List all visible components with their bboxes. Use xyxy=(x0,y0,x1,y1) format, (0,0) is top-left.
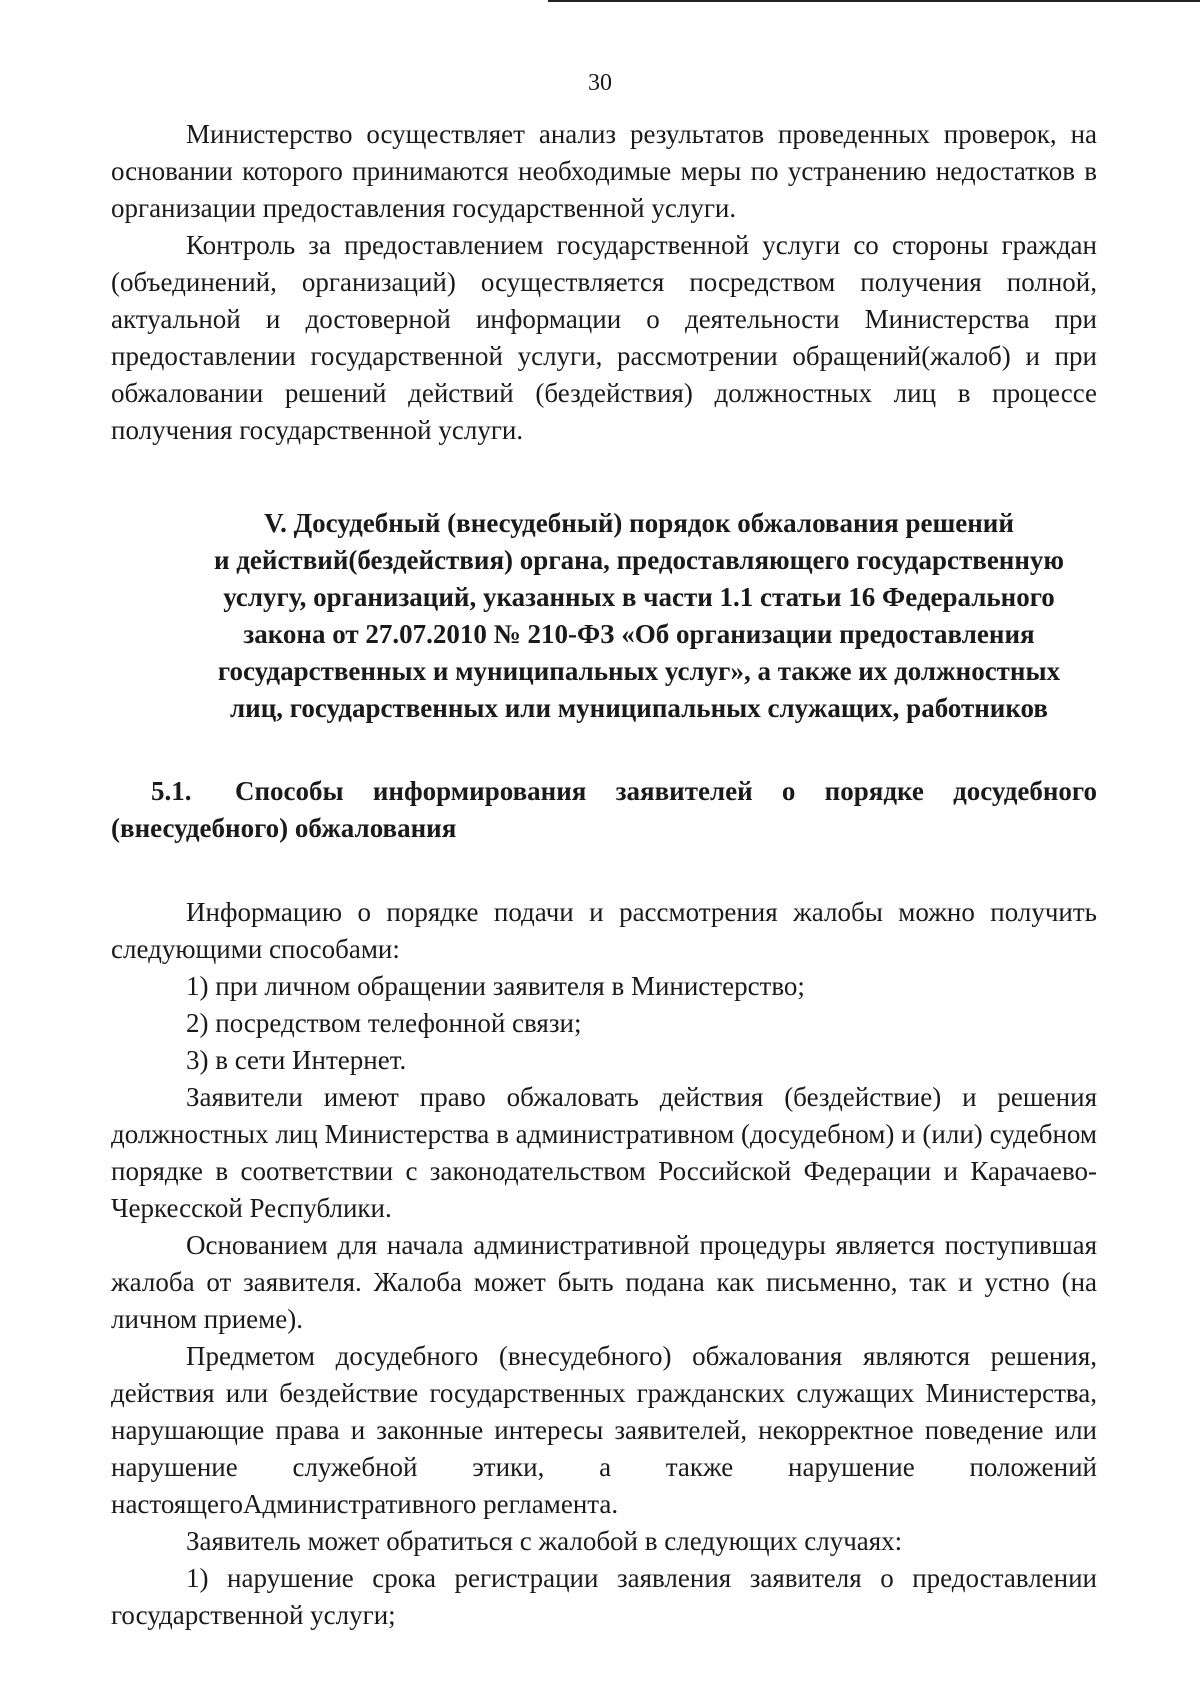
section-heading-line: закона от 27.07.2010 № 210-ФЗ «Об организации предоставления xyxy=(243,619,1035,649)
paragraph-info-intro: Информацию о порядке подачи и рассмотрения жалобы можно получить следующими способами: xyxy=(111,897,1097,964)
list-item: 3) в сети Интернет. xyxy=(186,1045,407,1075)
section-heading xyxy=(111,505,1097,727)
section-heading-line: V. Досудебный (внесудебный) порядок обжалования решений xyxy=(264,508,1014,538)
paragraph-appeal-subject: Предметом досудебного (внесудебного) обжалования являются решения, действия или бездействие государственных гражданских служащих Министерства, нарушающие права и законные интересы заявителей, некорректное поведение или нарушение служебной этики, а также нарушение положений настоящегоАдминистративного регламента. xyxy=(111,1341,1097,1519)
page-number: 30 xyxy=(588,70,612,96)
paragraph-appeal-right: Заявители имеют право обжаловать действия (бездействие) и решения должностных лиц Министерства в административном (досудебном) и (или) судебном порядке в соответствии с законодательством Российской Федерации и Карачаево-Черкесской Республики. xyxy=(111,1082,1097,1223)
paragraph-complaint-cases: Заявитель может обратиться с жалобой в следующих случаях: xyxy=(186,1526,903,1556)
section-heading-line: государственных и муниципальных услуг», а также их должностных xyxy=(217,656,1061,686)
subsection-number: 5.1. xyxy=(151,776,192,806)
list-item: 1) нарушение срока регистрации заявления заявителя о предоставлении государственной услуги; xyxy=(111,1563,1097,1630)
list-item: 2) посредством телефонной связи; xyxy=(186,1008,582,1038)
section-heading-line: лиц, государственных или муниципальных служащих, работников xyxy=(230,693,1048,723)
paragraph-control: Контроль за предоставлением государственной услуги со стороны граждан (объединений, организаций) осуществляется посредством получения полной, актуальной и достоверной информации о деятельности Министерства при предоставлении государственной услуги, рассмотрении обращений(жалоб) и при обжаловании решений действий (бездействия) должностных лиц в процессе получения государственной услуги. xyxy=(111,230,1097,445)
section-heading-line: услугу, организаций, указанных в части 1.1 статьи 16 Федерального xyxy=(223,582,1055,612)
subsection-heading xyxy=(111,773,1097,847)
subsection-title: Способы информирования заявителей о порядке досудебного (внесудебного) обжалования xyxy=(111,776,1097,843)
list-item: 1) при личном обращении заявителя в Министерство; xyxy=(186,971,805,1001)
paragraph-analysis: Министерство осуществляет анализ результатов проведенных проверок, на основании которого принимаются необходимые меры по устранению недостатков в организации предоставления государственной услуги. xyxy=(111,119,1097,223)
document-body xyxy=(111,116,1097,1634)
section-heading-line: и действий(бездействия) органа, предоставляющего государственную xyxy=(213,545,1065,575)
top-border-line xyxy=(548,0,1200,2)
paragraph-procedure-basis: Основанием для начала административной процедуры является поступившая жалоба от заявителя. Жалоба может быть подана как письменно, так и устно (на личном приеме). xyxy=(111,1230,1097,1334)
